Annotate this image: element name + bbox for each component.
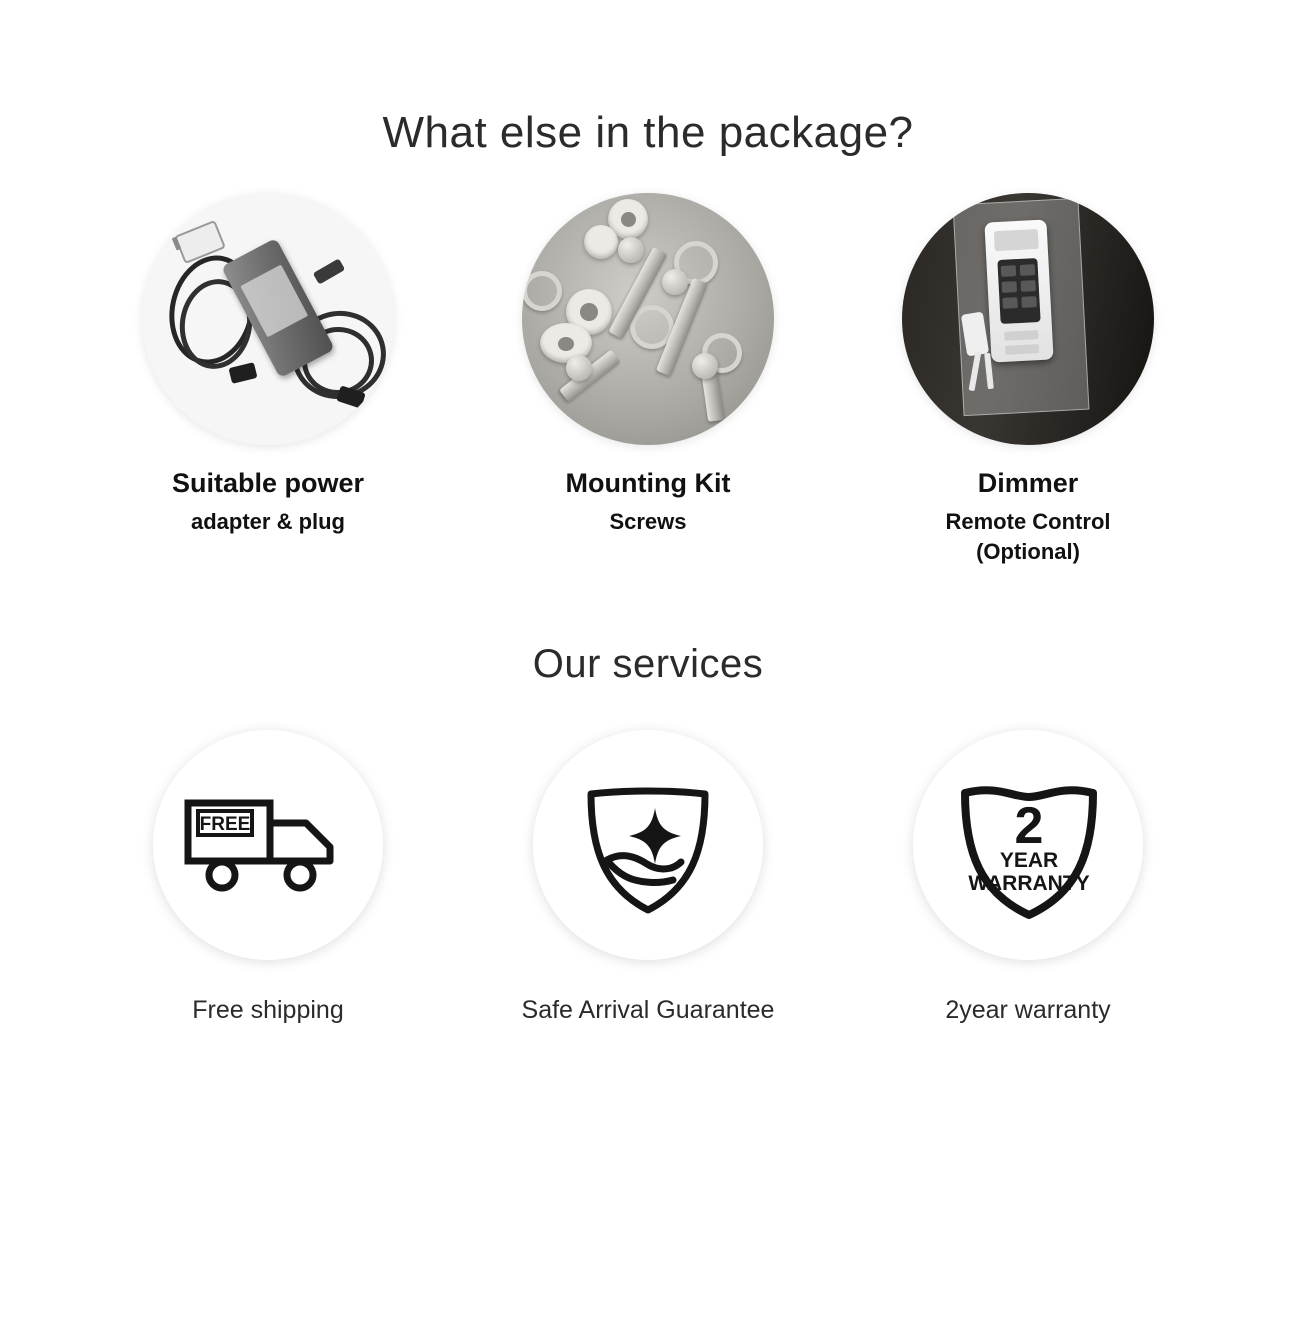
warranty-year-label: YEAR bbox=[999, 849, 1058, 873]
service-label: Safe Arrival Guarantee bbox=[521, 995, 775, 1024]
service-label: Free shipping bbox=[192, 995, 344, 1024]
services-items-row bbox=[0, 730, 1296, 1025]
package-item-dimmer bbox=[863, 193, 1193, 566]
package-item-subtitle: adapter & plug bbox=[190, 509, 345, 535]
mounting-screws-photo bbox=[522, 193, 774, 445]
service-label: 2year warranty bbox=[945, 995, 1111, 1024]
safe-arrival-icon-circle bbox=[533, 730, 763, 960]
package-item-caption bbox=[566, 467, 731, 536]
remote-control-icon bbox=[984, 220, 1053, 363]
package-item-title: Suitable power bbox=[171, 468, 365, 499]
dimmer-remote-photo bbox=[902, 193, 1154, 445]
free-badge-text: FREE bbox=[199, 813, 251, 835]
package-item-caption bbox=[946, 467, 1111, 566]
package-item-subtitle: Screws bbox=[609, 509, 687, 535]
power-adapter-photo bbox=[142, 193, 394, 445]
service-item-free-shipping bbox=[103, 730, 433, 1025]
warranty-warranty-label: WARRANTY bbox=[967, 872, 1090, 896]
package-section-title: What else in the package? bbox=[382, 108, 914, 158]
safe-arrival-shield-icon bbox=[563, 760, 733, 930]
service-item-warranty bbox=[863, 730, 1193, 1025]
package-items-row bbox=[0, 193, 1296, 566]
services-section-title: Our services bbox=[532, 641, 764, 686]
package-item-subtitle-2: (Optional) bbox=[976, 538, 1080, 564]
product-info-page bbox=[0, 29, 1296, 1325]
package-item-title: Dimmer bbox=[977, 468, 1079, 499]
warranty-icon-circle bbox=[913, 730, 1143, 960]
warranty-shield-icon bbox=[941, 757, 1116, 932]
package-item-caption bbox=[172, 467, 364, 536]
service-item-safe-arrival bbox=[483, 730, 813, 1025]
package-item-subtitle: Remote Control bbox=[945, 509, 1111, 535]
package-item-title: Mounting Kit bbox=[565, 468, 731, 499]
package-item-power bbox=[103, 193, 433, 536]
warranty-years-number: 2 bbox=[1014, 797, 1043, 856]
free-shipping-truck-icon bbox=[178, 785, 358, 905]
free-shipping-icon-circle bbox=[153, 730, 383, 960]
package-item-mounting-kit bbox=[483, 193, 813, 536]
